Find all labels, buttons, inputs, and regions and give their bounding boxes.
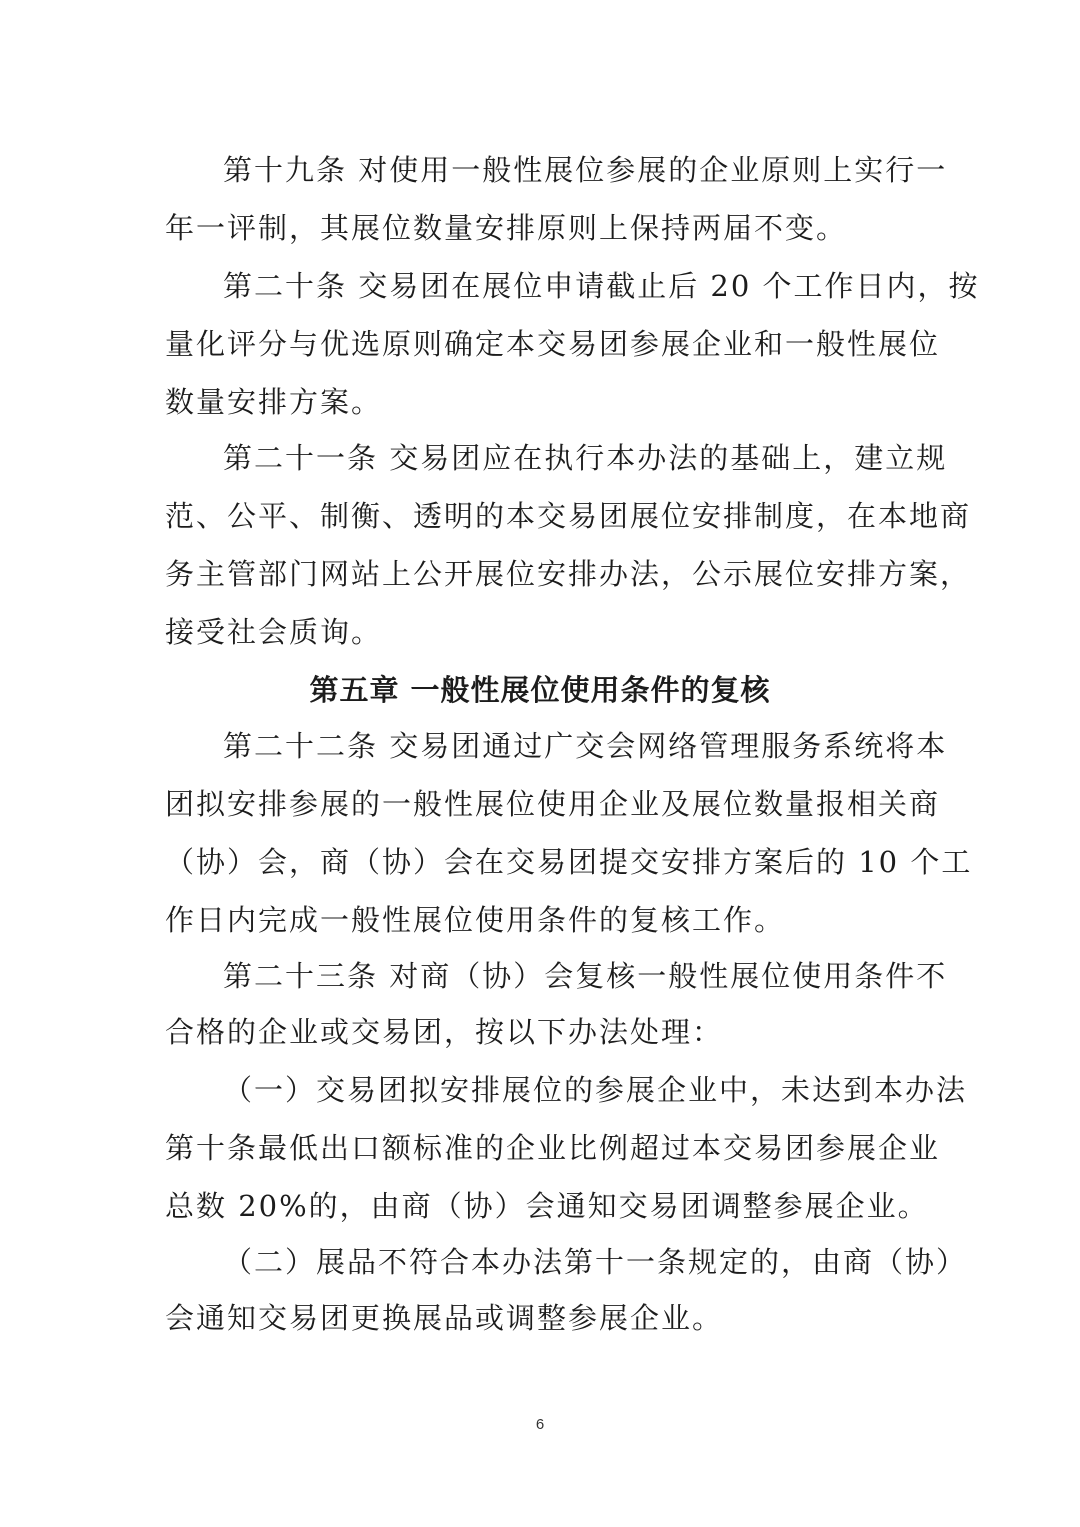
- article-21-line-1: 第二十一条 交易团应在执行本办法的基础上，建立规: [223, 441, 948, 475]
- article-20-line-1: 第二十条 交易团在展位申请截止后 20 个工作日内，按: [223, 269, 980, 303]
- article-20-line-3: 数量安排方案。: [165, 385, 383, 419]
- article-22-line-3: （协）会，商（协）会在交易团提交安排方案后的 10 个工: [165, 845, 973, 879]
- article-19-line-1: 第十九条 对使用一般性展位参展的企业原则上实行一: [223, 153, 948, 187]
- item-1-line-2: 第十条最低出口额标准的企业比例超过本交易团参展企业: [165, 1131, 941, 1165]
- article-21-line-3: 务主管部门网站上公开展位安排办法，公示展位安排方案，: [165, 557, 972, 591]
- item-1-line-3: 总数 20%的，由商（协）会通知交易团调整参展企业。: [165, 1189, 929, 1223]
- article-22-line-1: 第二十二条 交易团通过广交会网络管理服务系统将本: [223, 729, 948, 763]
- article-22-line-4: 作日内完成一般性展位使用条件的复核工作。: [165, 903, 786, 937]
- article-21-line-2: 范、公平、制衡、透明的本交易团展位安排制度，在本地商: [165, 499, 972, 533]
- item-1-line-1: （一）交易团拟安排展位的参展企业中，未达到本办法: [223, 1073, 968, 1107]
- article-23-line-2: 合格的企业或交易团，按以下办法处理：: [165, 1015, 724, 1049]
- article-19-line-2: 年一评制，其展位数量安排原则上保持两届不变。: [165, 211, 848, 245]
- article-20-line-2: 量化评分与优选原则确定本交易团参展企业和一般性展位: [165, 327, 941, 361]
- item-2-line-2: 会通知交易团更换展品或调整参展企业。: [165, 1301, 724, 1335]
- article-21-line-4: 接受社会质询。: [165, 615, 383, 649]
- item-2-line-1: （二）展品不符合本办法第十一条规定的，由商（协）: [223, 1245, 968, 1279]
- chapter-heading: 第五章 一般性展位使用条件的复核: [309, 673, 771, 707]
- article-23-line-1: 第二十三条 对商（协）会复核一般性展位使用条件不: [223, 959, 948, 993]
- article-22-line-2: 团拟安排参展的一般性展位使用企业及展位数量报相关商: [165, 787, 941, 821]
- page-number: 6: [535, 1416, 545, 1433]
